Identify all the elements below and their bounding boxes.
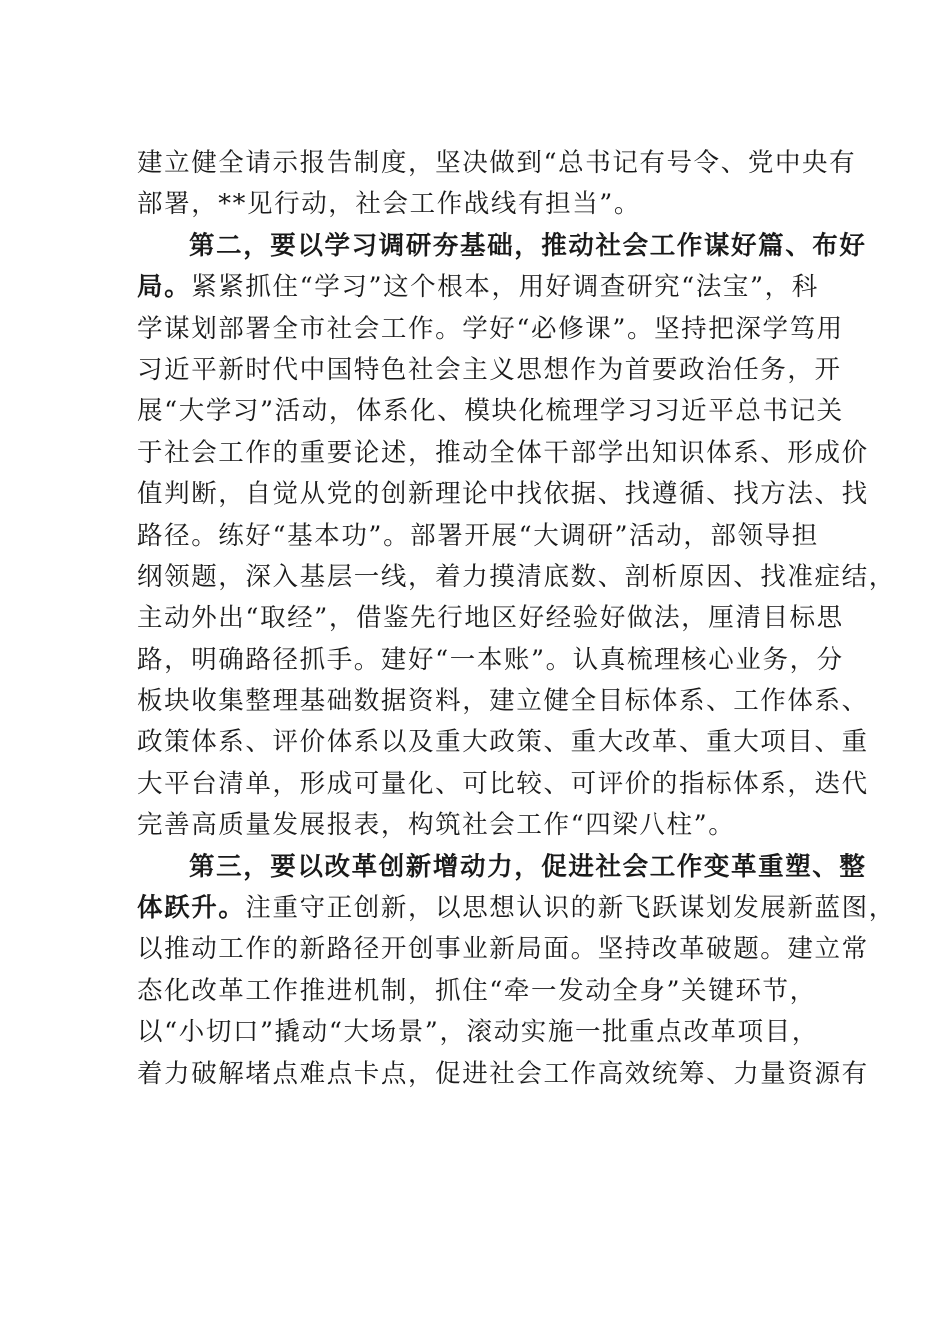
text-line: 值判断，自觉从党的创新理论中找依据、找遵循、找方法、找 xyxy=(137,479,869,510)
text-line: 学谋划部署全市社会工作。学好“必修课”。坚持把深学笃用 xyxy=(137,313,844,344)
text-line: 主动外出“取经”，借鉴先行地区好经验好做法，厘清目标思 xyxy=(137,603,844,634)
text-line: 纲领题，深入基层一线，着力摸清底数、剖析原因、找准症结， xyxy=(137,561,896,592)
text-line: 路，明确路径抓手。建好“一本账”。认真梳理核心业务，分 xyxy=(137,644,844,675)
section-heading-line xyxy=(137,847,867,888)
text-run: 注重守正创新，以思想认识的新飞跃谋划发展新蓝图， xyxy=(245,893,896,924)
text-run: 紧紧抓住“学习”这个根本，用好调查研究“法宝”，科 xyxy=(191,272,819,303)
text-line: 大平台清单，形成可量化、可比较、可评价的指标体系，迭代 xyxy=(137,768,869,799)
text-line: 以“小切口”撬动“大场景”，滚动实施一批重点改革项目， xyxy=(137,1017,819,1048)
section-heading-line xyxy=(137,226,867,267)
section-heading-line xyxy=(137,267,821,308)
text-line: 展“大学习”活动，体系化、模块化梳理学习习近平总书记关 xyxy=(137,396,844,427)
text-line: 板块收集整理基础数据资料，建立健全目标体系、工作体系、 xyxy=(137,686,869,717)
text-line: 于社会工作的重要论述，推动全体干部学出知识体系、形成价 xyxy=(137,437,869,468)
text-line: 态化改革工作推进机制，抓住“牵一发动全身”关键环节， xyxy=(137,975,817,1006)
text-line: 政策体系、评价体系以及重大政策、重大改革、重大项目、重 xyxy=(137,727,869,758)
section-heading-line xyxy=(137,888,896,929)
document-body xyxy=(137,143,896,1095)
text-line: 建立健全请示报告制度，坚决做到“总书记有号令、党中央有 xyxy=(137,148,857,178)
section-heading: 第三，要以改革创新增动力，促进社会工作变革重塑、整 xyxy=(189,851,867,882)
text-line: 完善高质量发展报表，构筑社会工作“四梁八柱”。 xyxy=(137,810,736,841)
text-line: 着力破解堵点难点卡点，促进社会工作高效统筹、力量资源有 xyxy=(137,1058,869,1089)
section-heading: 第二，要以学习调研夯基础，推动社会工作谋好篇、布好 xyxy=(189,230,867,261)
section-heading: 体跃升。 xyxy=(137,893,246,924)
text-line: 以推动工作的新路径开创事业新局面。坚持改革破题。建立常 xyxy=(137,934,869,965)
text-line: 路径。练好“基本功”。部署开展“大调研”活动，部领导担 xyxy=(137,520,819,551)
text-line: 习近平新时代中国特色社会主义思想作为首要政治任务，开 xyxy=(137,354,842,385)
text-line: 部署，**见行动，社会工作战线有担当”。 xyxy=(137,189,642,220)
section-heading: 局。 xyxy=(137,272,192,303)
